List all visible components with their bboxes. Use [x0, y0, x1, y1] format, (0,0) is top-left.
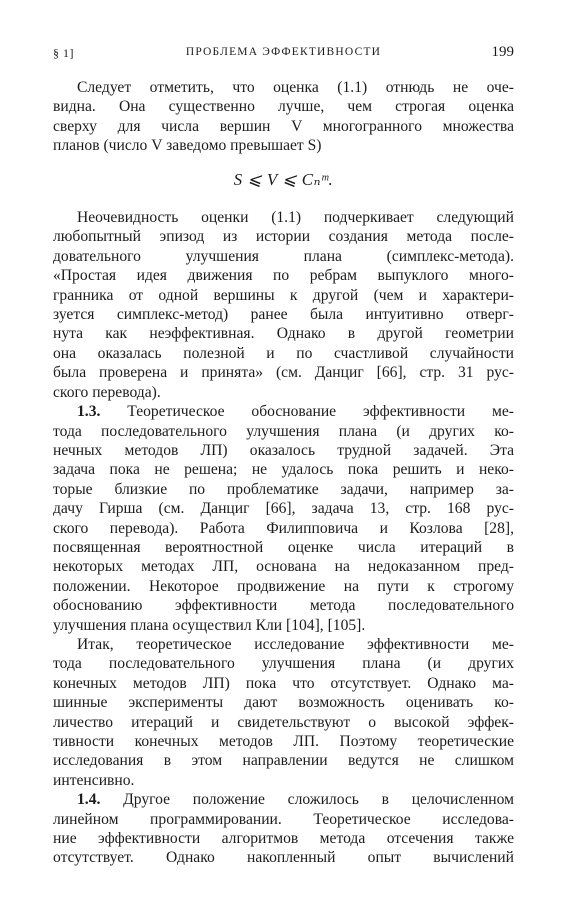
section-number: 1.3. — [77, 403, 101, 421]
text-line: зуется симплекс-метод) ранее была интуитивно отверг- — [53, 306, 514, 324]
text-line: сверху для числа вершин V многогранного множества — [53, 117, 514, 135]
text-line: «Простая идея движения по ребрам выпуклого много- — [53, 267, 514, 285]
text-line: ского перевода). Работа Филипповича и Козлова [28], — [53, 519, 514, 537]
text-line — [53, 402, 514, 421]
text-line: Следует отметить, что оценка (1.1) отнюдь не оче- — [77, 79, 514, 96]
text-line: некоторых методах ЛП, основана на недоказанном пред- — [53, 558, 514, 576]
text-line: нута как неэффективная. Однако в другой геометрии — [53, 325, 514, 343]
text-line: задача пока не решена; не удалось пока решить и неко- — [53, 461, 514, 479]
text-line: тода последовательного улучшения плана (и других ко- — [53, 422, 514, 440]
section-lead-text: Другое положение сложилось в целочисленном — [123, 791, 514, 809]
paragraph-section-1-3 — [53, 402, 514, 635]
header-page-number: 199 — [491, 44, 514, 60]
text-line: тода последовательного улучшения плана (и других — [53, 655, 514, 673]
text-line: положении. Некоторое продвижение на пути к строгому — [53, 577, 514, 595]
text-line: гранника от одной вершины к другой (чем и характери- — [53, 286, 514, 304]
text-line: ние эффективности алгоритмов метода отсечения также — [53, 830, 514, 848]
text-line: посвященная вероятностной оценке числа итераций в — [53, 538, 514, 556]
page-body — [53, 78, 514, 868]
text-line: она оказалась полезной и по счастливой случайности — [53, 344, 514, 362]
text-line: ского перевода). — [53, 383, 161, 401]
text-line: нечных методов ЛП) оказалось трудной задачей. Эта — [53, 441, 514, 459]
header-chapter-title: ПРОБЛЕМА ЭФФЕКТИВНОСТИ — [185, 46, 382, 58]
display-formula: S ⩽ V ⩽ Cₙᵐ. — [233, 169, 334, 189]
text-line: тивности конечных методов ЛП. Поэтому теоретические — [53, 733, 514, 750]
section-lead-text: Теоретическое обоснование эффективности ме- — [127, 403, 514, 421]
text-line: личество итераций и свидетельствуют о высокой эффек- — [53, 713, 514, 731]
section-number: 1.4. — [77, 791, 101, 809]
running-header — [53, 46, 514, 64]
text-line: Итак, теоретическое исследование эффективности ме- — [77, 635, 514, 653]
text-line: Неочевидность оценки (1.1) подчеркивает следующий — [77, 209, 514, 227]
text-line: улучшения плана осуществил Кли [104], [105]. — [53, 616, 366, 634]
text-line: интенсивно. — [53, 771, 135, 789]
text-line: планов (число V заведомо превышает S) — [53, 137, 322, 155]
text-line: конечных методов ЛП) пока что отсутствует. Однако ма- — [53, 674, 514, 692]
text-line: торые близкие по проблематике задачи, например за- — [53, 480, 514, 498]
text-line: видна. Она существенно лучше, чем строгая оценка — [53, 98, 514, 116]
paragraph-section-1-4 — [53, 790, 514, 868]
paragraph-episode — [53, 208, 514, 402]
text-line: шинные эксперименты дают возможность оценивать ко- — [53, 694, 514, 712]
text-line: исследования в этом направлении ведутся не слишком — [53, 752, 514, 770]
text-line — [53, 790, 514, 809]
text-line: дачу Гирша (см. Данциг [66], задача 13, стр. 168 рус- — [53, 500, 514, 518]
text-line: линейном программировании. Теоретическое исследова- — [53, 810, 514, 828]
text-line: обоснованию эффективности метода последовательного — [53, 597, 514, 615]
header-section-mark: § 1] — [53, 46, 74, 60]
paragraph-conclusion — [53, 635, 514, 790]
text-line: любопытный эпизод из истории создания метода после- — [53, 228, 514, 246]
paragraph-intro — [53, 78, 514, 156]
text-line: была проверена и принята» (см. Данциг [66], стр. 31 рус- — [53, 364, 514, 382]
text-line: отсутствует. Однако накопленный опыт вычислений — [53, 849, 514, 867]
text-line: довательного улучшения плана (симплекс-метода). — [53, 247, 514, 265]
